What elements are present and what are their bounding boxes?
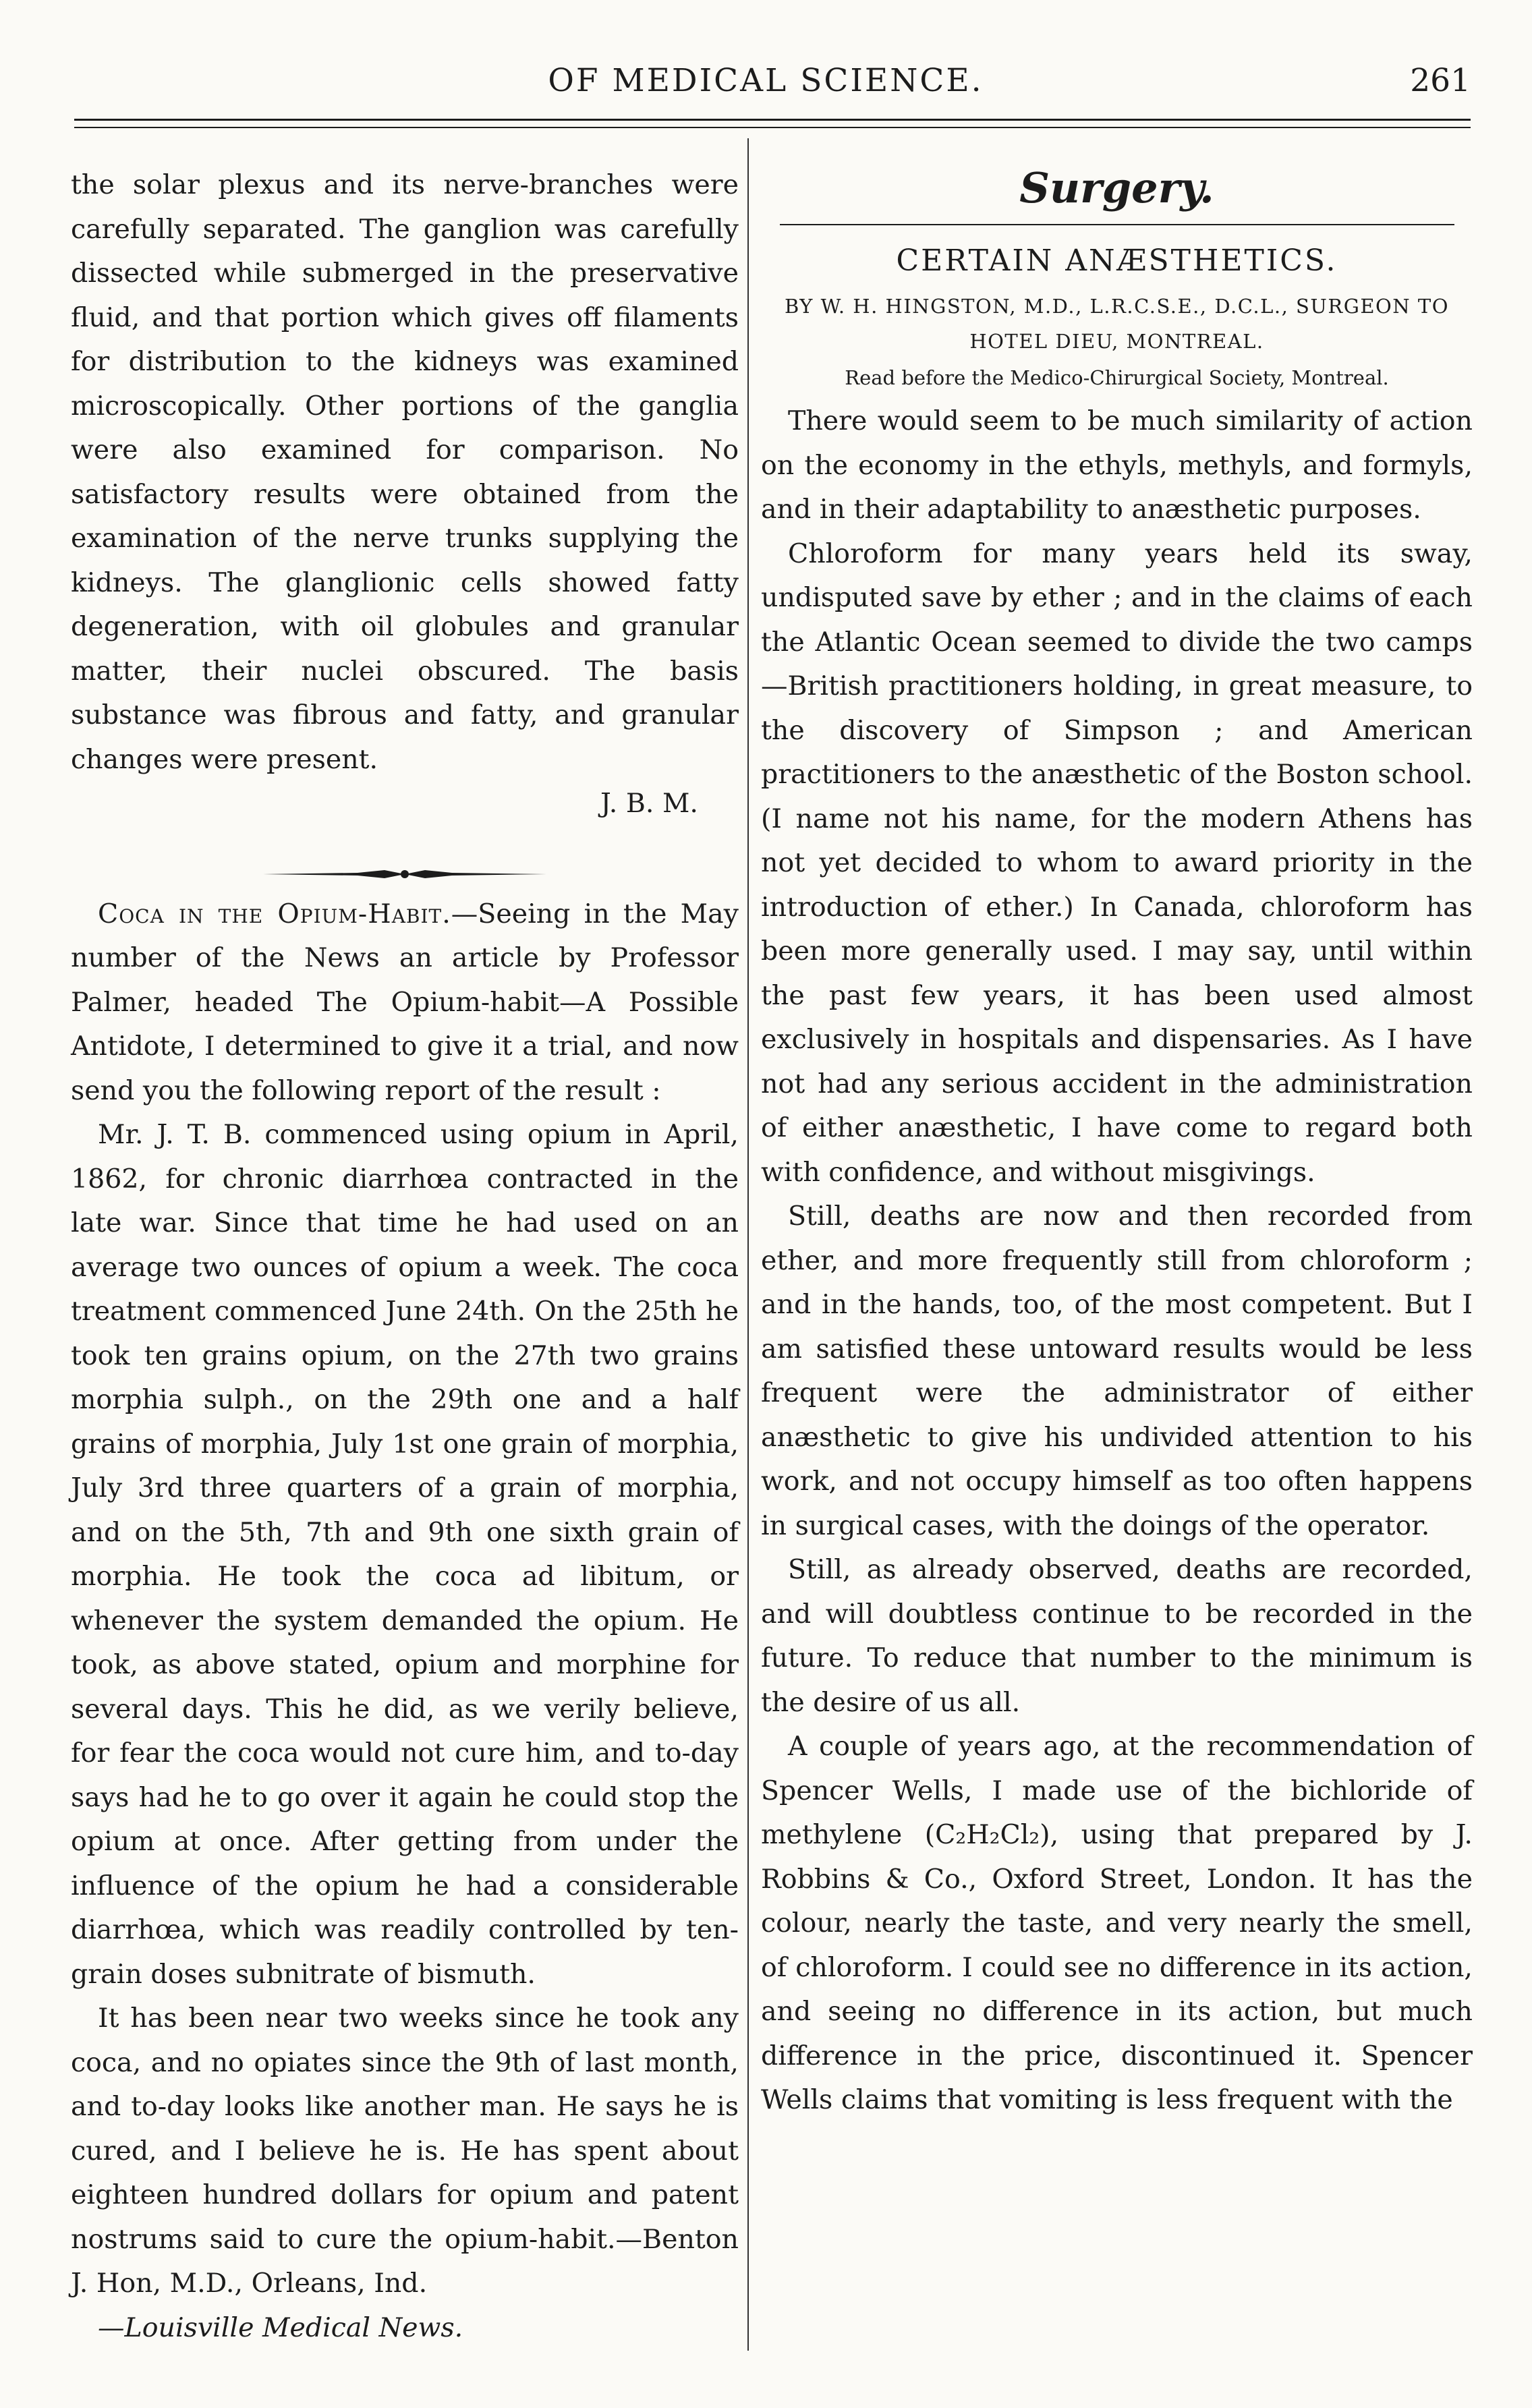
ornament-rule-icon: [263, 866, 546, 882]
signature-line: [71, 782, 739, 826]
article-paragraph: Still, as already observed, deaths are recorded, and will doubtless continue to be recorded in the future. To reduce that number to the minimum is the desire of us all.: [761, 1554, 1473, 1718]
running-header: [61, 62, 1471, 109]
running-title: OF MEDICAL SCIENCE.: [548, 62, 984, 99]
signature: J. B. M.: [600, 788, 698, 819]
coca-paragraph: [71, 892, 739, 1114]
article-byline: BY W. H. HINGSTON, M.D., L.R.C.S.E., D.C.L., SURGEON TO HOTEL DIEU, MONTREAL.: [784, 295, 1450, 353]
coca-heading: Coca in the Opium-Habit.: [98, 898, 451, 929]
source-citation: —Louisville Medical News.: [98, 2312, 463, 2343]
left-column: [71, 163, 739, 2350]
column-divider: [747, 138, 749, 2351]
header-rule-secondary: [74, 127, 1471, 128]
section-heading: Surgery.: [1019, 163, 1214, 212]
case-report-paragraph: Mr. J. T. B. commenced using opium in April, 1862, for chronic diarrhœa contracted in the late war. Since that time he had used on an average two ounces of opium a week. The coca treatment commenced June 24th. On the 25th he took ten grains opium, on the 27th two grains morphia sulph., on the 29th one and a half grains of morphia, July 1st one grain of morphia, July 3rd three quarters of a grain of morphia, and on the 5th, 7th and 9th one sixth grain of morphia. He took the coca ad libitum, or whenever the system demanded the opium. He took, as above stated, opium and morphine for several days. This he did, as we verily believe, for fear the coca would not cure him, and to-day says had he to go over it again he could stop the opium at once. After getting from under the influence of the opium he had a considerable diarrhœa, which was readily controlled by ten-grain doses subnitrate of bismuth.: [71, 1119, 739, 1990]
right-column: [761, 163, 1473, 2123]
article-paragraph: There would seem to be much similarity of action on the economy in the ethyls, methyls, and formyls, and in their adaptability to anæsthetic purposes.: [761, 405, 1473, 525]
article-paragraph: Still, deaths are now and then recorded from ether, and more frequently still from chloroform ; and in the hands, too, of the most competent. But I am satisfied these untoward results would be less frequent were the administrator of either anæsthetic to give his undivided attention to his work, and not occupy himself as too often happens in surgical cases, with the doings of the operator.: [761, 1201, 1473, 1541]
coca-intro: —Seeing in the May number of the News an article by Professor Palmer, headed The Opium-habit—A Possible Antidote, I determined to give it a trial, and now send you the following report of the result :: [71, 898, 739, 1106]
closing-paragraph: It has been near two weeks since he took any coca, and no opiates since the 9th of last month, and to-day looks like another man. He says he is cured, and I believe he is. He has spent about eighteen hundred dollars for opium and patent nostrums said to cure the opium-habit.—Benton J. Hon, M.D., Orleans, Ind.: [71, 2003, 739, 2299]
section-rule: [780, 224, 1454, 225]
article-paragraph: A couple of years ago, at the recommendation of Spencer Wells, I made use of the bichloride of methylene (C₂H₂Cl₂), using that prepared by J. Robbins & Co., Oxford Street, London. It has the colour, nearly the taste, and very nearly the smell, of chloroform. I could see no difference in its action, and seeing no difference in its action, but much difference in the price, discontinued it. Spencer Wells claims that vomiting is less frequent with the: [761, 1731, 1473, 2115]
article-paragraph: Chloroform for many years held its sway, undisputed save by ether ; and in the claims of each the Atlantic Ocean seemed to divide the two camps—British practitioners holding, in great measure, to the discovery of Simpson ; and American practitioners to the anæsthetic of the Boston school. (I name not his name, for the modern Athens has not yet decided to whom to award priority in the introduction of ether.) In Canada, chloroform has been more generally used. I may say, until within the past few years, it has been used almost exclusively in hospitals and dispensaries. As I have not had any serious accident in the administration of either anæsthetic, I have come to regard both with confidence, and without misgivings.: [761, 538, 1473, 1188]
page-number: 261: [1410, 62, 1471, 99]
article-title: CERTAIN ANÆSTHETICS.: [896, 243, 1338, 278]
header-rule: [74, 119, 1471, 121]
section-ornament: [71, 852, 739, 868]
read-before-note: Read before the Medico-Chirurgical Society, Montreal.: [845, 366, 1389, 389]
continued-paragraph: the solar plexus and its nerve-branches were carefully separated. The ganglion was carefully dissected while submerged in the preservative fluid, and that portion which gives off filaments for distribution to the kidneys was examined microscopically. Other portions of the ganglia were also examined for comparison. No satisfactory results were obtained from the examination of the nerve trunks supplying the kidneys. The glanglionic cells showed fatty degeneration, with oil globules and granular matter, their nuclei obscured. The basis substance was fibrous and fatty, and granular changes were present.: [71, 169, 739, 775]
